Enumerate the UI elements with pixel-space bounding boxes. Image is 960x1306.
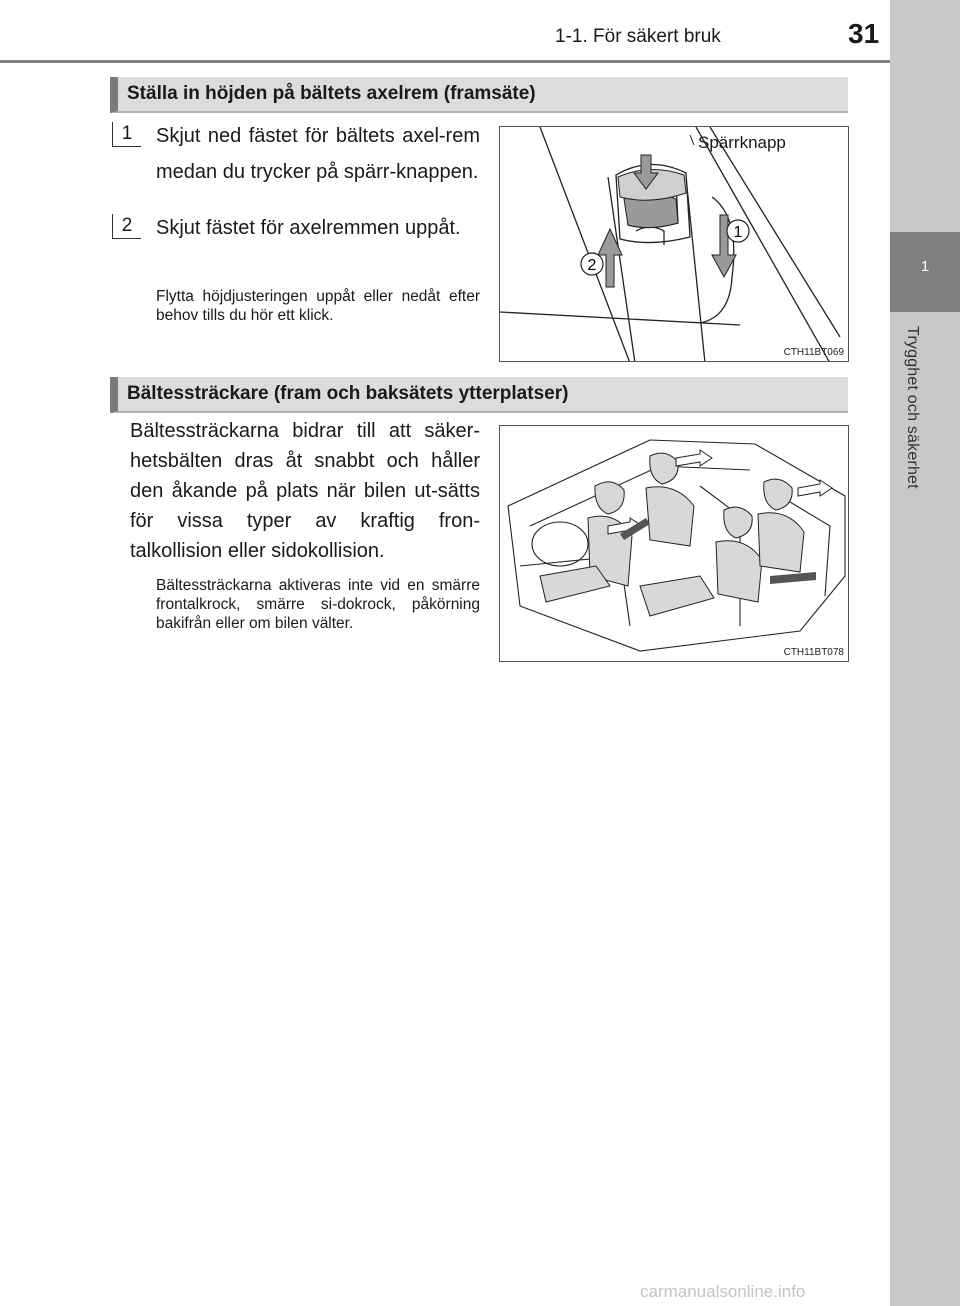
car-interior-illustration bbox=[500, 426, 849, 662]
figure-belt-height-adjuster bbox=[499, 126, 849, 362]
section-heading-belt-height: Ställa in höjden på bältets axelrem (framsäte) bbox=[110, 77, 848, 113]
step-number: 1 bbox=[112, 122, 141, 147]
section2-note: Bältessträckarna aktiveras inte vid en smärre frontalkrock, smärre si-dokrock, påkörning bakifrån eller om bilen välter. bbox=[156, 577, 480, 632]
page-number: 31 bbox=[848, 18, 880, 49]
figure-code: CTH11BT078 bbox=[783, 647, 844, 658]
watermark: carmanualsonline.info bbox=[640, 1282, 806, 1301]
figure-pretensioners bbox=[499, 425, 849, 662]
section-heading-pretensioners: Bältessträckare (fram och baksätets ytterplatser) bbox=[110, 377, 848, 413]
side-tab bbox=[890, 0, 960, 1306]
header-divider bbox=[0, 60, 890, 63]
section1-note: Flytta höjdjusteringen uppåt eller nedåt efter behov tills du hör ett klick. bbox=[156, 288, 480, 324]
chapter-title: 1-1. För säkert bruk bbox=[555, 26, 721, 47]
side-tab-chapter-name: Trygghet och säkerhet bbox=[904, 326, 921, 489]
figure-marker-1: 1 bbox=[733, 224, 743, 241]
section2-body: Bältessträckarna bidrar till att säker-hetsbälten dras åt snabbt och håller den åkande på plats när bilen ut-sätts för vissa typer av kraftig fron-talkollision eller sidokollision. bbox=[130, 420, 480, 562]
step-text: Skjut ned fästet för bältets axel-rem medan du trycker på spärr-knappen. bbox=[156, 125, 480, 183]
figure-marker-2: 2 bbox=[587, 257, 597, 274]
side-tab-chapter-number: 1 bbox=[920, 258, 930, 275]
step-text: Skjut fästet för axelremmen uppåt. bbox=[156, 217, 461, 239]
belt-adjuster-illustration bbox=[500, 127, 849, 362]
figure-callout-lock-button: Spärrknapp bbox=[698, 133, 786, 152]
step-1 bbox=[112, 118, 480, 190]
step-number: 2 bbox=[112, 214, 141, 239]
step-2 bbox=[112, 210, 480, 246]
figure-code: CTH11BT069 bbox=[783, 347, 844, 358]
